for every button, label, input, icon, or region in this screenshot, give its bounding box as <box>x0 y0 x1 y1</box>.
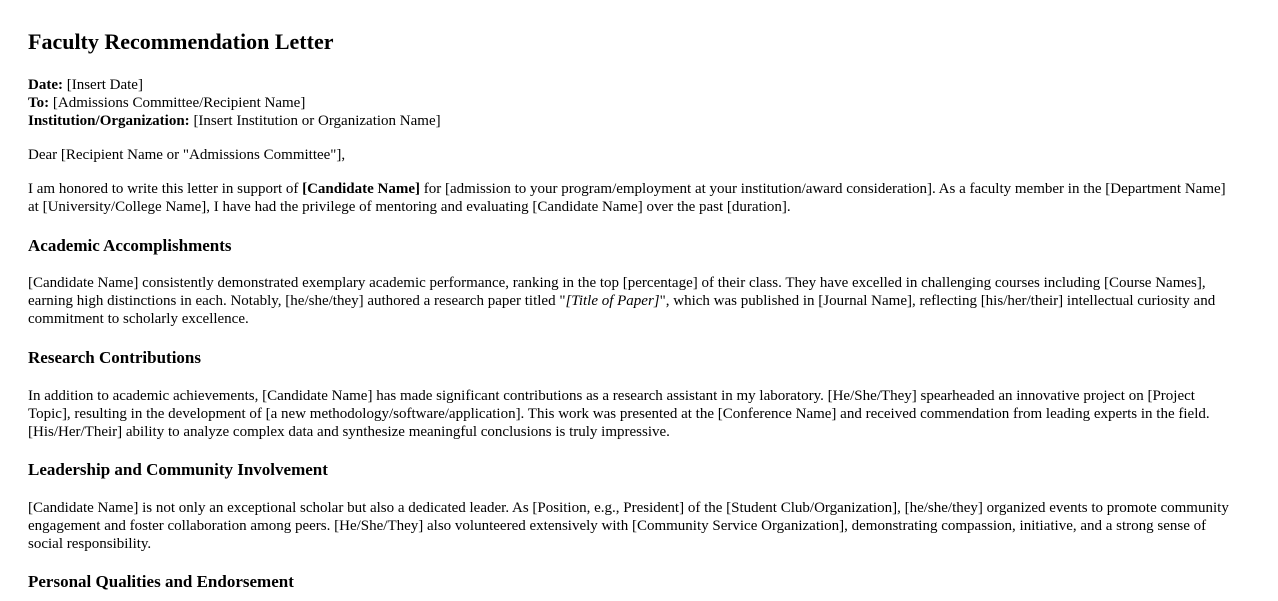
academic-after: ", which was published in [Journal Name], reflecting [his/her/their] intellectual curiosity and commitment to scholarly excellence. <box>28 293 1216 327</box>
section-heading-leadership: Leadership and Community Involvement <box>28 460 328 479</box>
date-value: [Insert Date] <box>62 77 143 93</box>
intro-before: I am honored to write this letter in support of <box>28 181 303 197</box>
section-paragraph-leadership: [Candidate Name] is not only an exceptional scholar but also a dedicated leader. As [Position, e.g., President] of the [Student Club/Organization], [he/she/they] organized events to promote community engagement and foster collaboration among peers. [He/She/They] also volunteered extensively with [Community Service Organization], demonstrating compassion, initiative, and a strong sense of social responsibility. <box>28 500 1229 552</box>
section-paragraph-research: In addition to academic achievements, [Candidate Name] has made significant contributions as a research assistant in my laboratory. [He/She/They] spearheaded an innovative project on [Project Topic], resulting in the development of [a new methodology/software/application]. This work was presented at the [Conference Name] and received commendation from leading experts in the field. [His/Her/Their] ability to analyze complex data and synthesize meaningful conclusions is truly impressive. <box>28 388 1210 440</box>
intro-candidate: [Candidate Name] <box>302 181 421 197</box>
section-heading-academic: Academic Accomplishments <box>28 236 232 255</box>
date-line <box>28 76 1238 94</box>
letter-title: Faculty Recommendation Letter <box>28 29 334 54</box>
section-heading-research: Research Contributions <box>28 348 201 367</box>
letter-meta <box>28 76 1238 130</box>
to-value: [Admissions Committee/Recipient Name] <box>49 95 306 111</box>
academic-paper-title: [Title of Paper] <box>565 293 660 309</box>
intro-paragraph <box>28 180 1238 216</box>
institution-value: [Insert Institution or Organization Name] <box>189 113 441 129</box>
to-label: To: <box>28 95 50 111</box>
greeting: Dear [Recipient Name or "Admissions Committee"], <box>28 147 346 163</box>
to-line <box>28 94 1238 112</box>
academic-before: [Candidate Name] consistently demonstrated exemplary academic performance, ranking in the top [percentage] of their class. They have excelled in challenging courses including [Course Names], earning high distinctions in each. Notably, [he/she/they] authored a research paper titled " <box>28 275 1206 309</box>
section-paragraph-academic <box>28 274 1238 328</box>
institution-line <box>28 112 1238 130</box>
intro-after: for [admission to your program/employment at your institution/award consideration]. As a faculty member in the [Department Name] at [University/College Name], I have had the privilege of mentoring and evaluating [Candidate Name] over the past [duration]. <box>28 181 1226 215</box>
institution-label: Institution/Organization: <box>28 113 190 129</box>
date-label: Date: <box>28 77 63 93</box>
section-heading-personal: Personal Qualities and Endorsement <box>28 572 294 591</box>
